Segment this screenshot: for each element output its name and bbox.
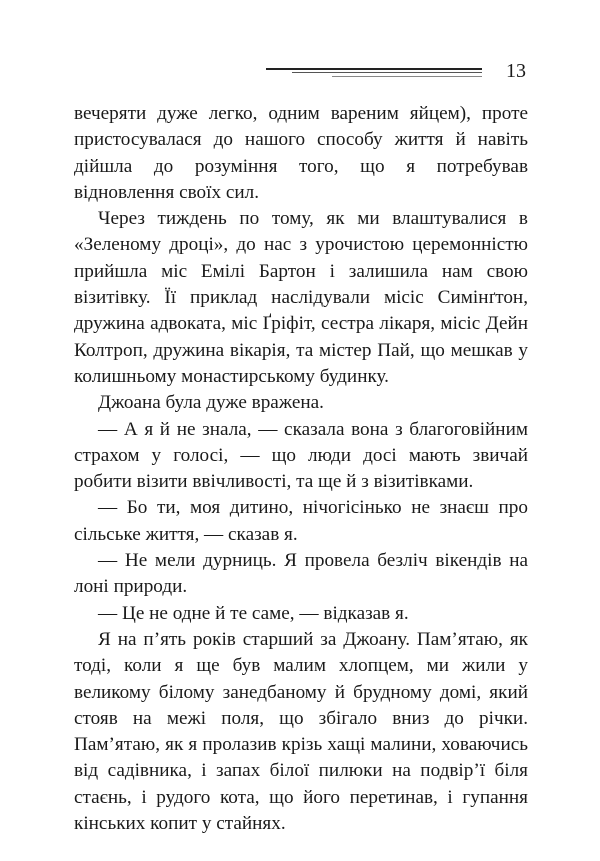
dialogue-line: — Бо ти, моя дитино, нічогісінько не знаєш про сільське життя, — сказав я.: [74, 497, 528, 545]
header-rule-thick: [266, 68, 482, 70]
header-rule-medium: [292, 72, 482, 73]
page-number: 13: [506, 60, 526, 82]
paragraph: Через тиждень по тому, як ми влаштувалися в «Зеленому дроці», до нас з урочистою церемонністю прийшла міс Емілі Бартон і залишила нам свою візитівку. Її приклад наслідували місіс Симінґтон, дружина адвоката, міс Ґріфіт, сестра лікаря, місіс Дейн Колтроп, дружина вікарія, та містер Пай, що мешкав у колишньому монастирському будинку.: [74, 208, 528, 387]
paragraph-continuation: вечеряти дуже легко, одним вареним яйцем), проте пристосувалася до нашого способу життя й навіть дійшла до розуміння того, що я потребував відновлення своїх сил.: [74, 103, 528, 203]
dialogue-line: — А я й не знала, — сказала вона з благоговійним страхом у голосі, — що люди досі мають звичай робити візити ввічливості, та ще й з візитівками.: [74, 418, 528, 493]
dialogue-line: — Не мели дурниць. Я провела безліч вікендів на лоні природи.: [74, 550, 528, 598]
page-header: [270, 58, 526, 88]
paragraph: Я на п’ять років старший за Джоану. Пам’ятаю, як тоді, коли я ще був малим хлопцем, ми жили у великому білому занедбаному й брудному домі, який стояв на межі поля, що збігало вниз до річки. Пам’ятаю, як я пролазив крізь хащі малини, ховаючись від садівника, і запах білої пилюки на подвір’ї біля стаєнь, і рудого кота, що його перетинав, і гупання кінських копит у стайнях.: [74, 628, 528, 835]
header-rule-thin: [332, 76, 482, 77]
page-body: [74, 101, 528, 837]
paragraph: Джоана була дуже вражена.: [98, 392, 324, 414]
dialogue-line: — Це не одне й те саме, — відказав я.: [98, 602, 409, 624]
